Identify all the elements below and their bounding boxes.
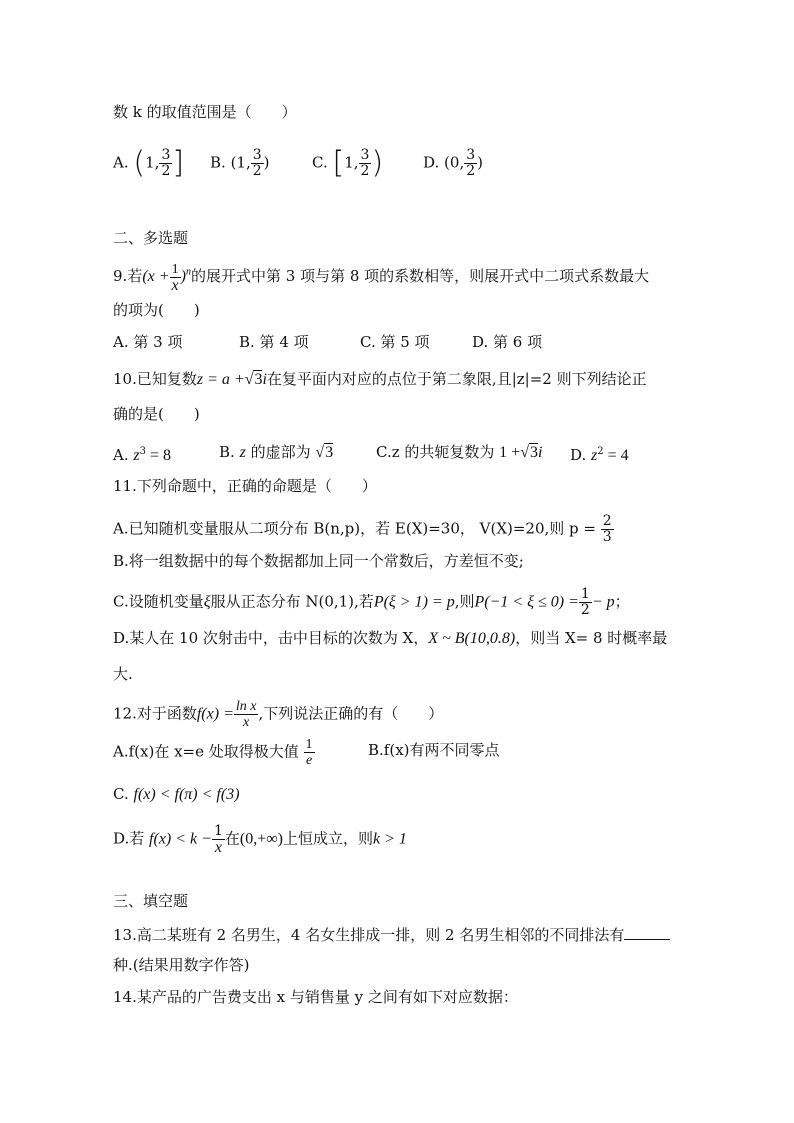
q10-option-b: B. z 的虚部为 √3 (219, 443, 334, 461)
section-heading-multi-choice: 二、多选题 (113, 229, 189, 247)
right-paren: ) (371, 145, 384, 181)
fraction: $\frac{2}{3}$ (602, 513, 612, 545)
q11-option-c: C.设随机变量ξ服从正态分布 N(0,1),若P(ξ > 1) = p,则P(−1 < ξ ≤ 0) = $\frac{1}{2}$ − p； (113, 586, 630, 618)
q9-option-a: A. 第 3 项 (113, 333, 183, 351)
q8-option-b: B. (1, $\frac{3}{2}$ ) (210, 147, 270, 179)
q12-stem: 12.对于函数f(x) = $\frac{\text{ln x}}{x}$ ,下列说法正确的有（ ） (113, 699, 444, 730)
q12-option-c: C. f(x) < f(π) < f(3) (113, 785, 240, 803)
q10-stem: 10.已知复数z = a +√3i在复平面内对应的点位于第二象限,且|z|=2 则下列结论正 (113, 370, 647, 388)
q13-stem: 13.高二某班有 2 名男生，4 名女生排成一排，则 2 名男生相邻的不同排法有 (113, 925, 670, 945)
fraction: $\frac{1}{e}$ (305, 737, 313, 768)
q8-option-d: D. (0, $\frac{3}{2}$ ) (423, 147, 483, 179)
q12-option-d: D.若 f(x) < k − $\frac{1}{x}$ 在(0,+∞)上恒成立，则k > 1 (113, 823, 407, 856)
fraction: $\frac{1}{x}$ (213, 823, 223, 856)
q8-option-a: A. (1, $\frac{3}{2}$ ] (113, 145, 185, 181)
fraction: $\frac{3}{2}$ (360, 147, 370, 179)
left-bracket: [ (332, 145, 345, 181)
q11-option-d: D.某人在 10 次射击中，击中目标的次数为 X，X ~ B(10,0.8)，则当 X= 8 时概率最 (113, 629, 668, 647)
q9-stem: 9.若(x + $\frac{1}{x}$ )$^n$的展开式中第 3 项与第 8 项的系数相等，则展开式中二项式系数最大 (113, 262, 650, 294)
q9-option-c: C. 第 5 项 (360, 333, 430, 351)
fraction: $\frac{1}{2}$ (580, 586, 590, 618)
q11-option-d-line2: 大. (113, 665, 133, 683)
q12-option-a: A.f(x)在 x=e 处取得极大值 $\frac{1}{e}$ (113, 737, 313, 768)
fraction: $\frac{3}{2}$ (466, 147, 476, 179)
left-paren: ( (133, 145, 146, 181)
q10-stem-line2: 确的是( ) (113, 405, 200, 423)
q11-stem: 11.下列命题中，正确的命题是（ ） (113, 477, 377, 495)
q12-option-b: B.f(x)有两不同零点 (368, 741, 500, 759)
answer-blank (624, 925, 670, 940)
q11-option-b: B.将一组数据中的每个数据都加上同一个常数后，方差恒不变; (113, 552, 524, 570)
q10-option-a: A. $z^3 = 8$ (113, 446, 172, 464)
fraction: $\frac{3}{2}$ (252, 147, 262, 179)
q8-stem: 数 k 的取值范围是（ ） (113, 103, 297, 121)
q10-option-d: D. $z^2 = 4$ (570, 446, 629, 464)
section-heading-fill-in: 三、填空题 (113, 892, 189, 910)
q9-stem-line2: 的项为( ) (113, 301, 200, 319)
q9-option-b: B. 第 4 项 (239, 333, 309, 351)
fraction: $\frac{3}{2}$ (161, 147, 171, 179)
q14-stem: 14.某产品的广告费支出 x 与销售量 y 之间有如下对应数据： (113, 988, 518, 1006)
fraction: $\frac{\text{ln x}}{x}$ (235, 699, 257, 730)
q9-option-d: D. 第 6 项 (472, 333, 543, 351)
q11-option-a: A.已知随机变量服从二项分布 B(n,p)，若 E(X)=30， V(X)=20,则 p = $\frac{2}{3}$ (113, 513, 612, 545)
right-bracket: ] (172, 145, 185, 181)
q8-option-c: C. [1, $\frac{3}{2}$ ) (312, 145, 384, 181)
q10-option-c: C.z 的共轭复数为 1 +√3i (376, 443, 543, 461)
fraction: $\frac{1}{x}$ (171, 262, 179, 294)
q13-stem-line2: 种.(结果用数字作答) (113, 956, 250, 974)
